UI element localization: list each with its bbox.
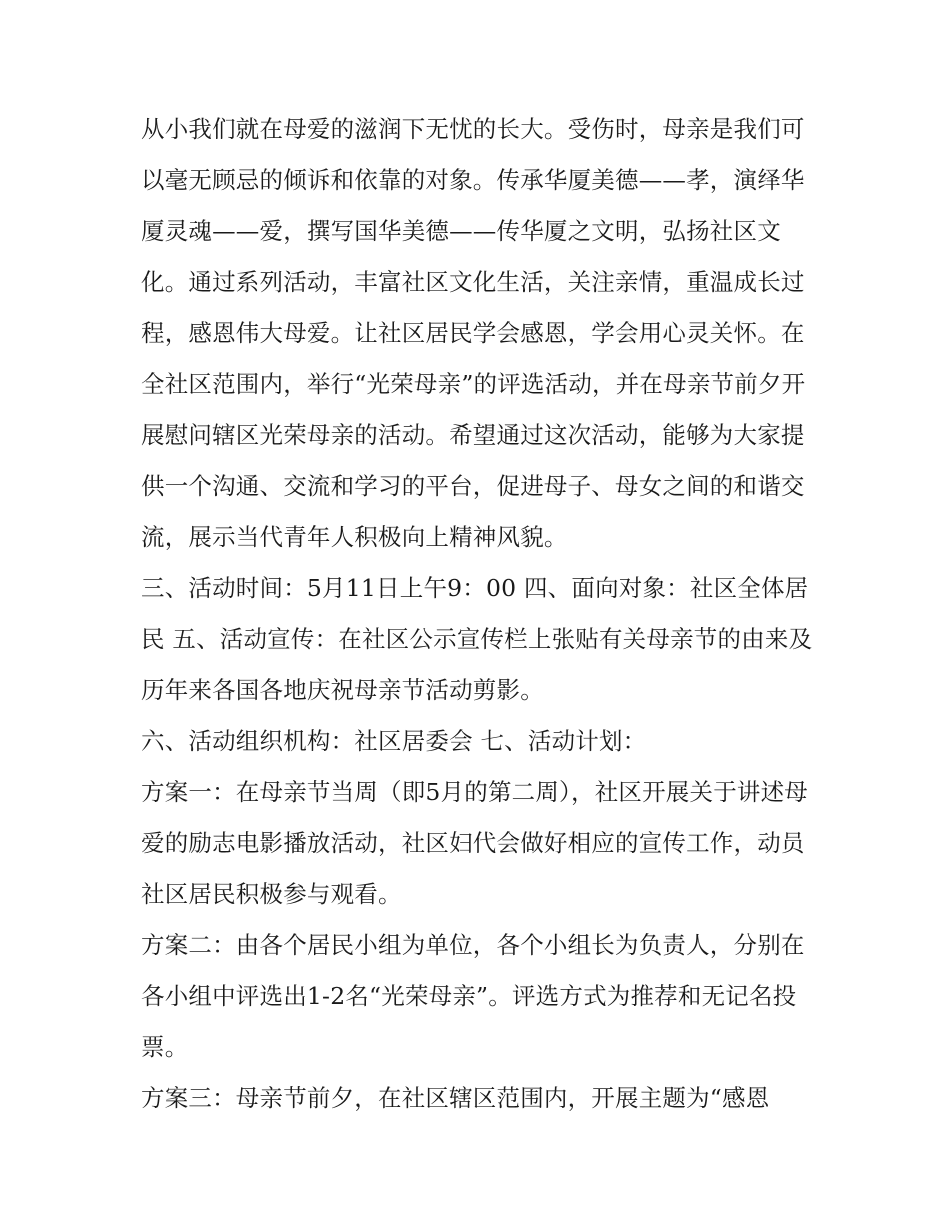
paragraph-plan-two: 方案二：由各个居民小组为单位，各个小组长为负责人，分别在各小组中评选出1-2名“光荣母亲”。评选方式为推荐和无记名投票。 [141, 931, 805, 1061]
paragraph-time-audience-publicity: 三、活动时间：5月11日上午9：00 四、面向对象：社区全体居民 五、活动宣传：在社区公示宣传栏上张贴有关母亲节的由来及历年来各国各地庆祝母亲节活动剪影。 [141, 574, 813, 704]
document-body [141, 104, 821, 1124]
paragraph-plan-one: 方案一：在母亲节当周（即5月的第二周），社区开展关于讲述母爱的励志电影播放活动，社区妇代会做好相应的宣传工作，动员社区居民积极参与观看。 [141, 778, 809, 908]
paragraph-intro: 从小我们就在母爱的滋润下无忧的长大。受伤时，母亲是我们可以毫无顾忌的倾诉和依靠的对象。传承华厦美德——孝，演绎华厦灵魂——爱，撰写国华美德——传华厦之文明，弘扬社区文化。通过系列活动，丰富社区文化生活，关注亲情，重温成长过程，感恩伟大母爱。让社区居民学会感恩，学会用心灵关怀。在全社区范围内，举行“光荣母亲”的评选活动，并在母亲节前夕开展慰问辖区光荣母亲的活动。希望通过这次活动，能够为大家提供一个沟通、交流和学习的平台，促进母子、母女之间的和谐交流，展示当代青年人积极向上精神风貌。 [141, 115, 806, 551]
paragraph-organization-plan: 六、活动组织机构：社区居委会 七、活动计划： [141, 727, 647, 755]
paragraph-plan-three: 方案三：母亲节前夕，在社区辖区范围内，开展主题为“感恩 [141, 1084, 770, 1112]
